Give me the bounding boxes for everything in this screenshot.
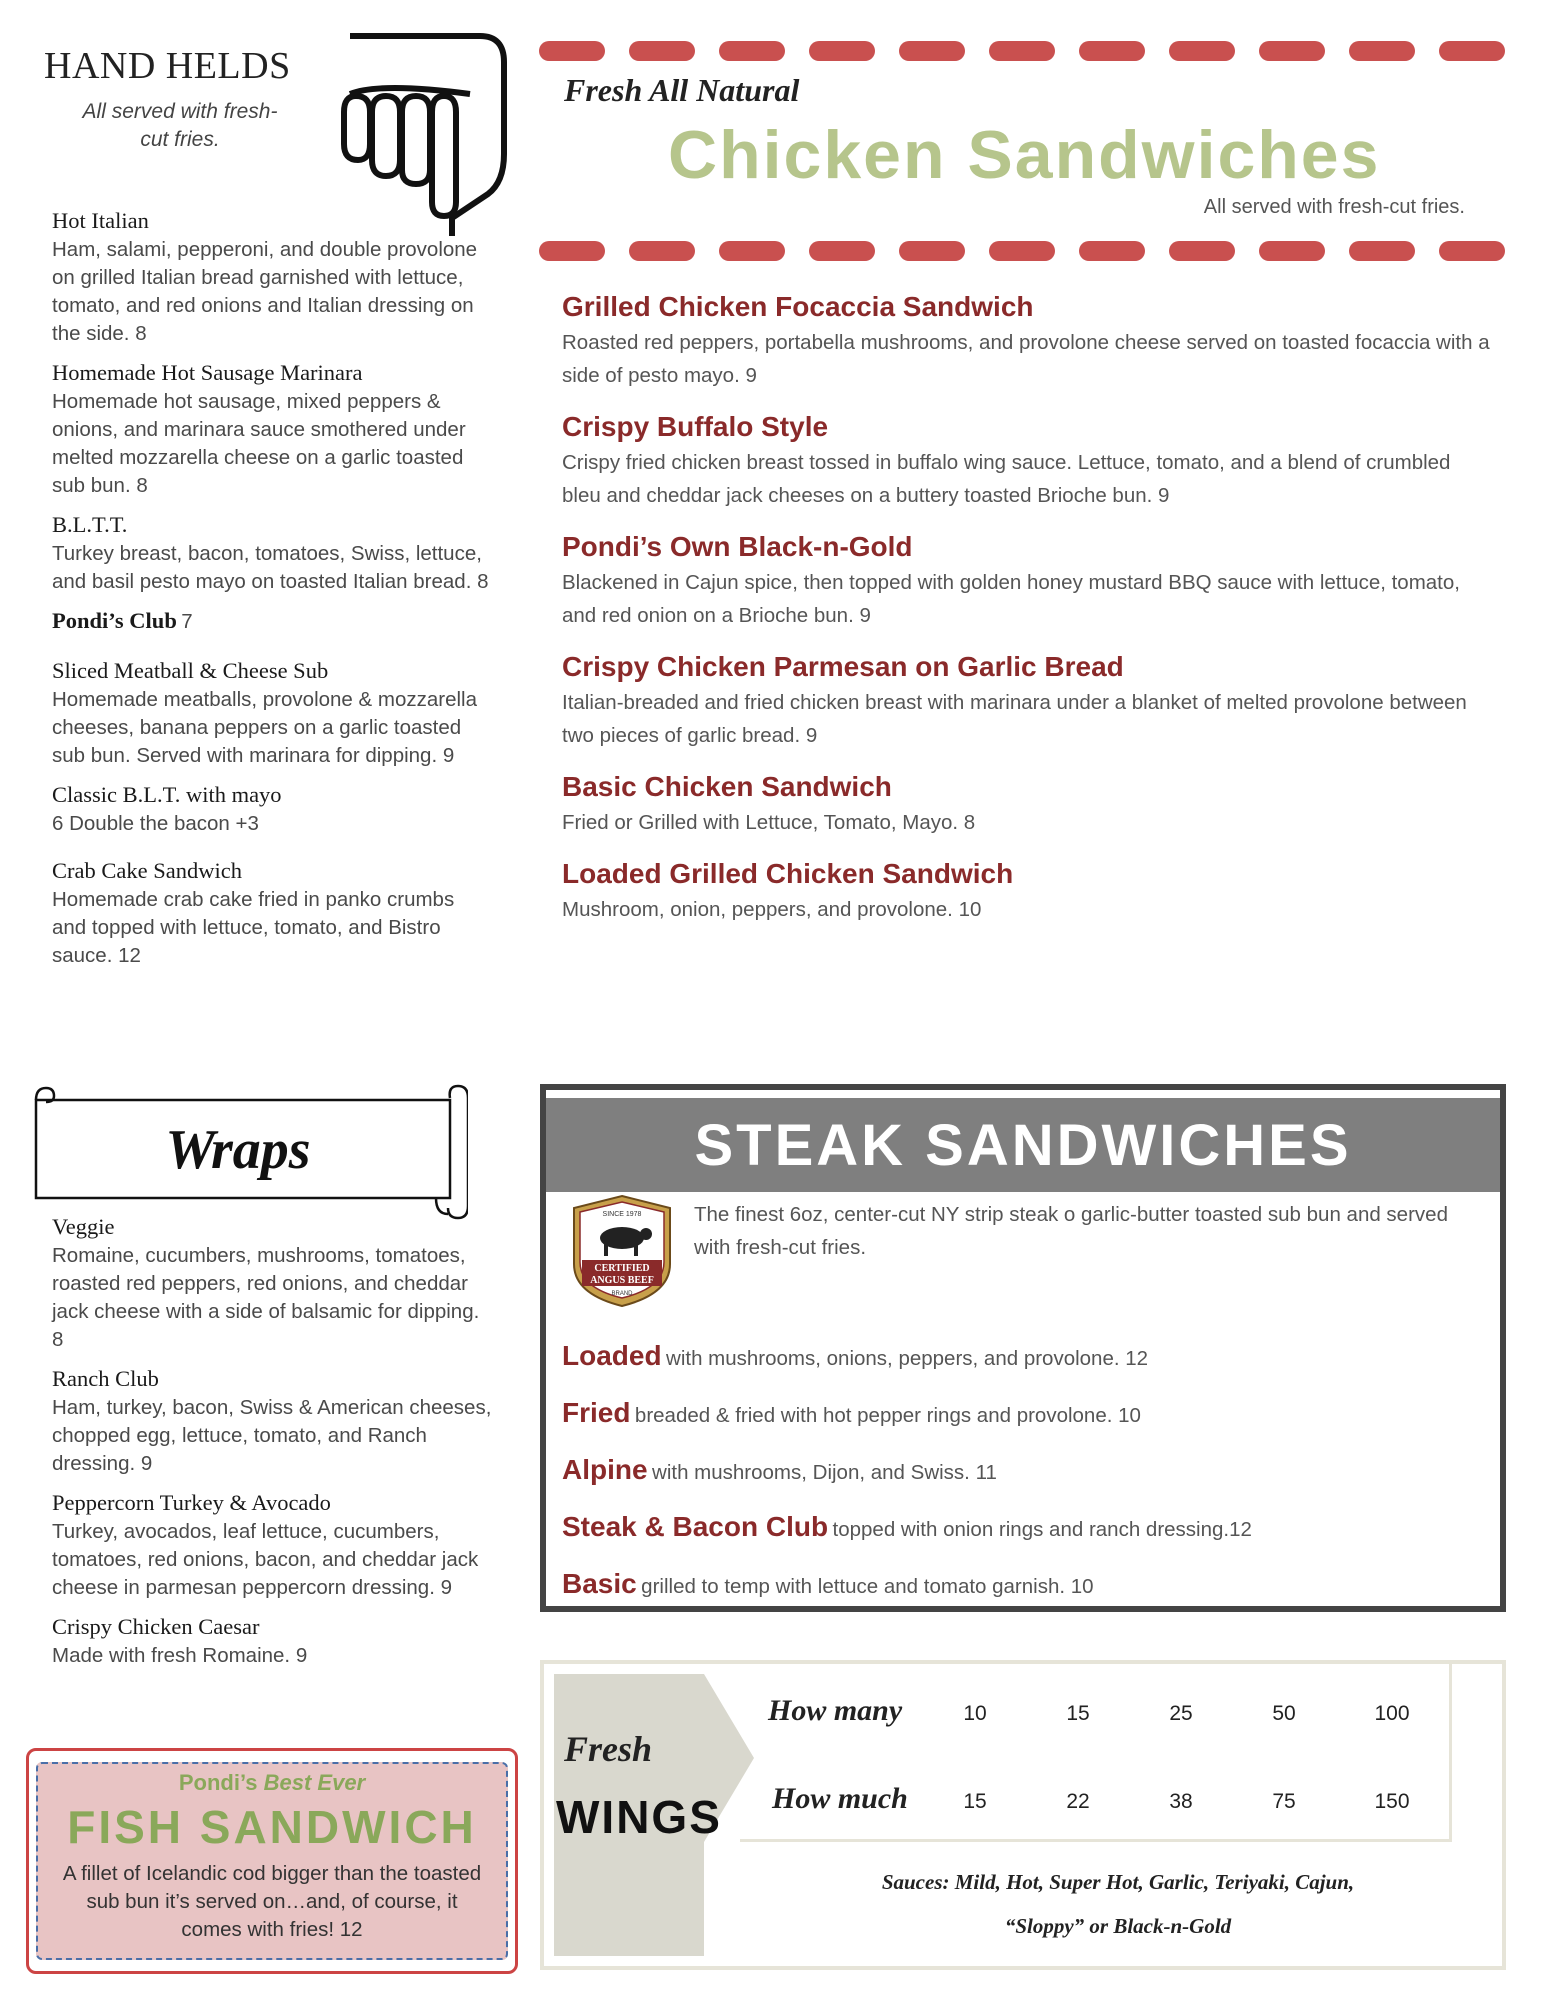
sauces-line-1: Sauces: Mild, Hot, Super Hot, Garlic, Teriyaki, Cajun, [881,1870,1355,1894]
item-desc: Fried or Grilled with Lettuce, Tomato, Mayo. 8 [562,811,976,834]
fish-best-suffix: Best Ever [263,1770,366,1795]
item-desc: with mushrooms, onions, peppers, and provolone. 12 [666,1347,1149,1370]
menu-item [52,606,492,636]
item-name: Loaded Grilled Chicken Sandwich [562,858,1014,889]
wings-title: WINGS [556,1791,722,1843]
item-desc: Turkey, avocados, leaf lettuce, cucumbers, tomatoes, red onions, bacon, and cheddar jack cheese in parmesan peppercorn dressing. 9 [52,1520,479,1599]
how-much-label: How much [772,1782,908,1815]
item-name: Loaded [562,1340,662,1371]
fish-sandwich-box [26,1748,518,1974]
sauces-line-2: “Sloppy” or Black-n-Gold [1004,1914,1232,1938]
fish-best-ever [26,1770,518,1796]
menu-item [52,1364,492,1478]
item-price: 7 [181,610,193,633]
item-desc: Homemade crab cake fried in panko crumbs and topped with lettuce, tomato, and Bistro sauce. 12 [52,888,455,967]
wing-price: 22 [1066,1790,1090,1813]
handhelds-list [52,206,492,980]
divider-dash [629,241,695,261]
item-name: B.L.T.T. [52,512,128,537]
menu-item [562,1558,1480,1615]
item-desc: breaded & fried with hot pepper rings and provolone. 10 [634,1404,1141,1427]
item-desc: Homemade meatballs, provolone & mozzarella cheeses, banana peppers on a garlic toasted sub bun. Served with marinara for dipping. 9 [52,688,478,767]
menu-item [562,528,1492,632]
wing-price: 15 [963,1790,987,1813]
divider-dash [1439,41,1505,61]
item-desc: Roasted red peppers, portabella mushrooms, and provolone cheese served on toasted focaccia with a side of pesto mayo. 9 [562,331,1490,387]
wraps-scroll-banner [28,1078,468,1226]
divider-dash [629,41,695,61]
menu-item [562,288,1492,392]
fish-desc: A fillet of Icelandic cod bigger than the toasted sub bun it’s served on…and, of course, it comes with fries! 12 [62,1862,482,1941]
menu-item [52,206,492,348]
item-name: Fried [562,1397,631,1428]
fish-title: FISH SANDWICH [67,1801,477,1853]
chicken-kicker: Fresh All Natural [564,72,800,108]
divider-dash [1079,241,1145,261]
divider-dash [989,241,1055,261]
item-name: Crab Cake Sandwich [52,858,242,883]
steak-list [562,1330,1480,1615]
wing-count: 50 [1272,1702,1296,1725]
item-desc: Romaine, cucumbers, mushrooms, tomatoes, roasted red peppers, red onions, and cheddar jack cheese with a side of balsamic for dipping. 8 [52,1244,480,1351]
badge-brand: BRAND [611,1291,633,1297]
menu-item [52,780,492,838]
dashed-divider-bottom [535,236,1510,266]
item-desc: 6 Double the bacon +3 [52,812,259,835]
divider-dash [1079,41,1145,61]
item-desc: Crispy fried chicken breast tossed in buffalo wing sauce. Lettuce, tomato, and a blend of crumbled bleu and cheddar jack cheeses on a buttery toasted Brioche bun. 9 [562,451,1451,507]
menu-item [52,1212,492,1354]
divider-dash [1439,241,1505,261]
menu-item [52,856,492,970]
wing-price: 150 [1374,1790,1410,1813]
item-desc: Ham, turkey, bacon, Swiss & American cheeses, chopped egg, lettuce, tomato, and Ranch dressing. 9 [52,1396,492,1475]
menu-item [52,656,492,770]
steak-title-bar [546,1098,1500,1192]
menu-item [562,1444,1480,1501]
item-desc: Homemade hot sausage, mixed peppers & onions, and marinara sauce smothered under melted mozzarella cheese on a garlic toasted sub bun. 8 [52,390,466,497]
wraps-list [52,1212,492,1680]
divider-dash [1169,241,1235,261]
item-name: Basic [562,1568,637,1599]
item-name: Alpine [562,1454,648,1485]
item-name: Peppercorn Turkey & Avocado [52,1490,331,1515]
divider-dash [1259,241,1325,261]
menu-item [562,1330,1480,1387]
item-name: Crispy Buffalo Style [562,411,829,442]
item-name: Sliced Meatball & Cheese Sub [52,658,329,683]
wing-count: 25 [1169,1702,1193,1725]
steak-title: STEAK SANDWICHES [694,1113,1352,1178]
item-name: Crispy Chicken Caesar [52,1614,260,1639]
item-desc: Mushroom, onion, peppers, and provolone. 10 [562,898,982,921]
wing-price: 75 [1272,1790,1296,1813]
divider-dash [899,41,965,61]
menu-item [562,1387,1480,1444]
menu-item [52,358,492,500]
chicken-list [562,288,1492,942]
how-many-label: How many [768,1694,903,1727]
menu-item [562,855,1492,926]
item-desc: Ham, salami, pepperoni, and double provolone on grilled Italian bread garnished with lettuce, tomato, and red onions and Italian dressing on the side. 8 [52,238,478,345]
divider-dash [539,41,605,61]
wings-box [540,1660,1506,1970]
angus-beef-badge-icon [570,1194,674,1308]
divider-dash [1349,241,1415,261]
dashed-divider-top [535,36,1510,66]
item-name: Veggie [52,1214,115,1239]
item-name: Hot Italian [52,208,149,233]
item-desc: Made with fresh Romaine. 9 [52,1644,308,1667]
item-name: Ranch Club [52,1366,159,1391]
divider-dash [539,241,605,261]
wing-price: 38 [1169,1790,1193,1813]
item-name: Pondi’s Club [52,608,177,633]
item-desc: grilled to temp with lettuce and tomato garnish. 10 [641,1575,1094,1598]
divider-dash [1169,41,1235,61]
wing-count: 100 [1374,1702,1410,1725]
item-name: Homemade Hot Sausage Marinara [52,360,363,385]
menu-item [52,510,492,596]
item-desc: Italian-breaded and fried chicken breast with marinara under a blanket of melted provolone between two pieces of garlic bread. 9 [562,691,1467,747]
chicken-subtitle: All served with fresh-cut fries. [1203,196,1465,218]
divider-dash [809,41,875,61]
wings-sauces [754,1860,1482,1948]
handhelds-title: HAND HELDS [44,45,291,87]
divider-dash [809,241,875,261]
divider-dash [1349,41,1415,61]
item-name: Pondi’s Own Black-n-Gold [562,531,913,562]
fish-best-prefix: Pondi’s [178,1770,258,1795]
badge-line2: ANGUS BEEF [590,1275,654,1286]
item-desc: Turkey breast, bacon, tomatoes, Swiss, lettuce, and basil pesto mayo on toasted Italian bread. 8 [52,542,489,593]
steak-intro: The finest 6oz, center-cut NY strip steak o garlic-butter toasted sub bun and served with fresh-cut fries. [694,1203,1448,1259]
divider-dash [719,41,785,61]
item-desc: with mushrooms, Dijon, and Swiss. 11 [652,1461,997,1484]
menu-item [562,648,1492,752]
menu-item [562,408,1492,512]
menu-item [52,1612,492,1670]
menu-item [562,1501,1480,1558]
wing-count: 10 [963,1702,987,1725]
divider-dash [1259,41,1325,61]
chicken-title: Chicken Sandwiches [668,117,1381,193]
divider-dash [899,241,965,261]
badge-since: SINCE 1978 [602,1211,642,1218]
divider-dash [719,241,785,261]
wing-count: 15 [1066,1702,1090,1725]
steak-box [540,1084,1506,1612]
divider-dash [989,41,1055,61]
menu-item [562,768,1492,839]
item-name: Grilled Chicken Focaccia Sandwich [562,291,1034,322]
item-name: Crispy Chicken Parmesan on Garlic Bread [562,651,1124,682]
wings-fresh: Fresh [564,1729,653,1769]
item-desc: Blackened in Cajun spice, then topped with golden honey mustard BBQ sauce with lettuce, tomato, and red onion on a Brioche bun. 9 [562,571,1460,627]
menu-item [52,1488,492,1602]
wraps-title: Wraps [165,1119,311,1181]
badge-line1: CERTIFIED [594,1263,650,1274]
item-name: Classic B.L.T. with mayo [52,782,282,807]
item-name: Steak & Bacon Club [562,1511,829,1542]
item-name: Basic Chicken Sandwich [562,771,892,802]
wings-price-table [740,1664,1452,1842]
item-desc: topped with onion rings and ranch dressing.12 [832,1518,1252,1541]
handhelds-subtitle: All served with fresh-cut fries. [82,100,278,151]
